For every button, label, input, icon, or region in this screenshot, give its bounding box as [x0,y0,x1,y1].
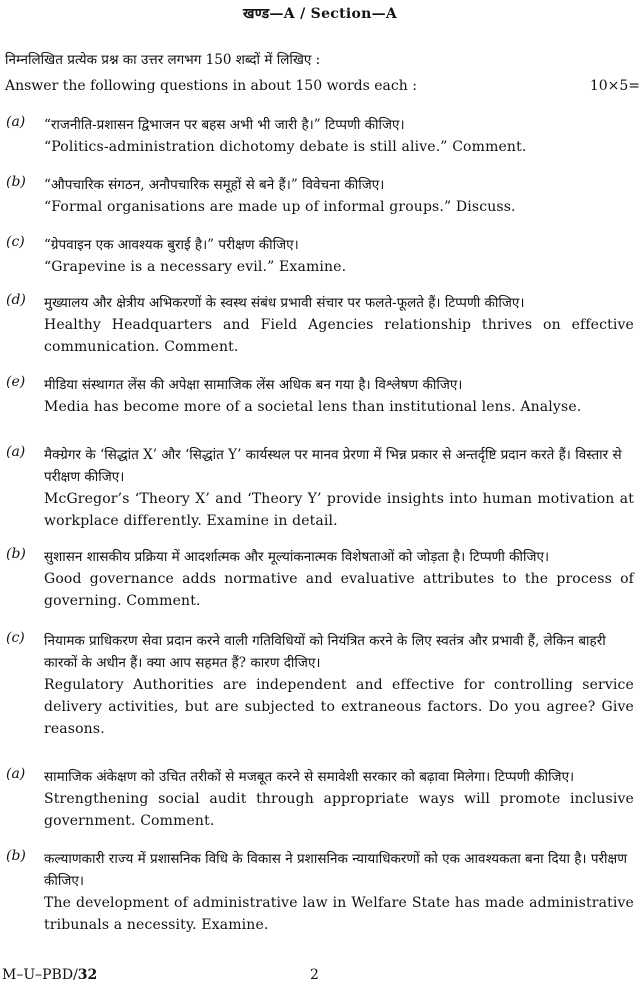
question-item [6,234,634,278]
question-label: (e) [6,374,26,390]
question-text-hindi: मुख्यालय और क्षेत्रीय अभिकरणों के स्वस्थ संबंध प्रभावी संचार पर फलते-फूलते हैं। टिप्पणी कीजिए। [44,295,525,311]
question-label: (a) [6,766,26,782]
question-label: (a) [6,114,26,130]
question-label: (b) [6,174,26,190]
question-label: (c) [6,630,25,646]
paper-code-prefix: M–U–PBD/ [2,967,78,983]
marks-allocation: 10×5= [589,78,640,94]
question-label: (c) [6,234,25,250]
question-item [6,114,634,158]
question-text-english: Media has become more of a societal lens than institutional lens. Analyse. [44,399,582,415]
question-item [6,546,634,612]
question-text-hindi: नियामक प्राधिकरण सेवा प्रदान करने वाली गतिविधियों को नियंत्रित करने के लिए स्वतंत्र और प्रभावी हैं, लेकिन बाहरी कारकों के अधीन हैं। क्या आप सहमत हैं? कारण दीजिए। [44,633,606,671]
instruction-hindi: निम्नलिखित प्रत्येक प्रश्न का उत्तर लगभग 150 शब्दों में लिखिए : [5,52,321,68]
question-text-hindi: “ग्रेपवाइन एक आवश्यक बुराई है।” परीक्षण कीजिए। [44,237,299,253]
paper-code-number: 32 [77,967,98,983]
page-footer [0,967,640,985]
question-text-english: The development of administrative law in Welfare State has made administrative tribunals a necessity. Examine. [44,895,634,933]
question-item [6,766,634,832]
question-label: (a) [6,444,26,460]
question-label: (b) [6,848,26,864]
question-text-english: “Politics-administration dichotomy debate is still alive.” Comment. [44,139,527,155]
question-text-english: Regulatory Authorities are independent and effective for controlling service delivery activities, but are subjected to extraneous factors. Do you agree? Give reasons. [44,677,634,737]
question-text-hindi: सामाजिक अंकेक्षण को उचित तरीकों से मजबूत करने से समावेशी सरकार को बढ़ावा मिलेगा। टिप्पणी कीजिए। [44,769,575,785]
question-item [6,174,634,218]
question-item [6,444,634,532]
instruction-english-row [5,78,640,98]
page-number: 2 [310,967,319,983]
question-text-english: McGregor’s ‘Theory X’ and ‘Theory Y’ provide insights into human motivation at workplace differently. Examine in detail. [44,491,634,529]
question-label: (d) [6,292,26,308]
paper-code [2,967,97,983]
question-label: (b) [6,546,26,562]
question-item [6,292,634,358]
question-text-hindi: मीडिया संस्थागत लेंस की अपेक्षा सामाजिक लेंस अधिक बन गया है। विश्लेषण कीजिए। [44,377,463,393]
question-text-english: Healthy Headquarters and Field Agencies relationship thrives on effective communication. Comment. [44,317,634,355]
question-text-hindi: “औपचारिक संगठन, अनौपचारिक समूहों से बने हैं।” विवेचना कीजिए। [44,177,385,193]
question-item [6,848,634,936]
question-text-hindi: “राजनीति-प्रशासन द्विभाजन पर बहस अभी भी जारी है।” टिप्पणी कीजिए। [44,117,405,133]
question-text-hindi: कल्याणकारी राज्य में प्रशासनिक विधि के विकास ने प्रशासनिक न्यायाधिकरणों को एक आवश्यकता बना दिया है। परीक्षण कीजिए। [44,851,627,889]
question-text-hindi: मैक्ग्रेगर के ‘सिद्धांत X’ और ‘सिद्धांत Y’ कार्यस्थल पर मानव प्रेरणा में भिन्न प्रकार से अन्तर्दृष्टि प्रदान करते हैं। विस्तार से परीक्षण कीजिए। [44,447,622,485]
question-text-english: “Grapevine is a necessary evil.” Examine. [44,259,347,275]
question-text-english: Strengthening social audit through appropriate ways will promote inclusive government. Comment. [44,791,634,829]
question-item [6,630,634,740]
question-item [6,374,634,418]
instruction-english: Answer the following questions in about 150 words each : [5,78,417,94]
question-text-hindi: सुशासन शासकीय प्रक्रिया में आदर्शात्मक और मूल्यांकनात्मक विशेषताओं को जोड़ता है। टिप्पणी कीजिए। [44,549,550,565]
section-heading: खण्ड—A / Section—A [242,6,398,22]
question-text-english: “Formal organisations are made up of informal groups.” Discuss. [44,199,516,215]
question-text-english: Good governance adds normative and evaluative attributes to the process of governing. Comment. [44,571,634,609]
